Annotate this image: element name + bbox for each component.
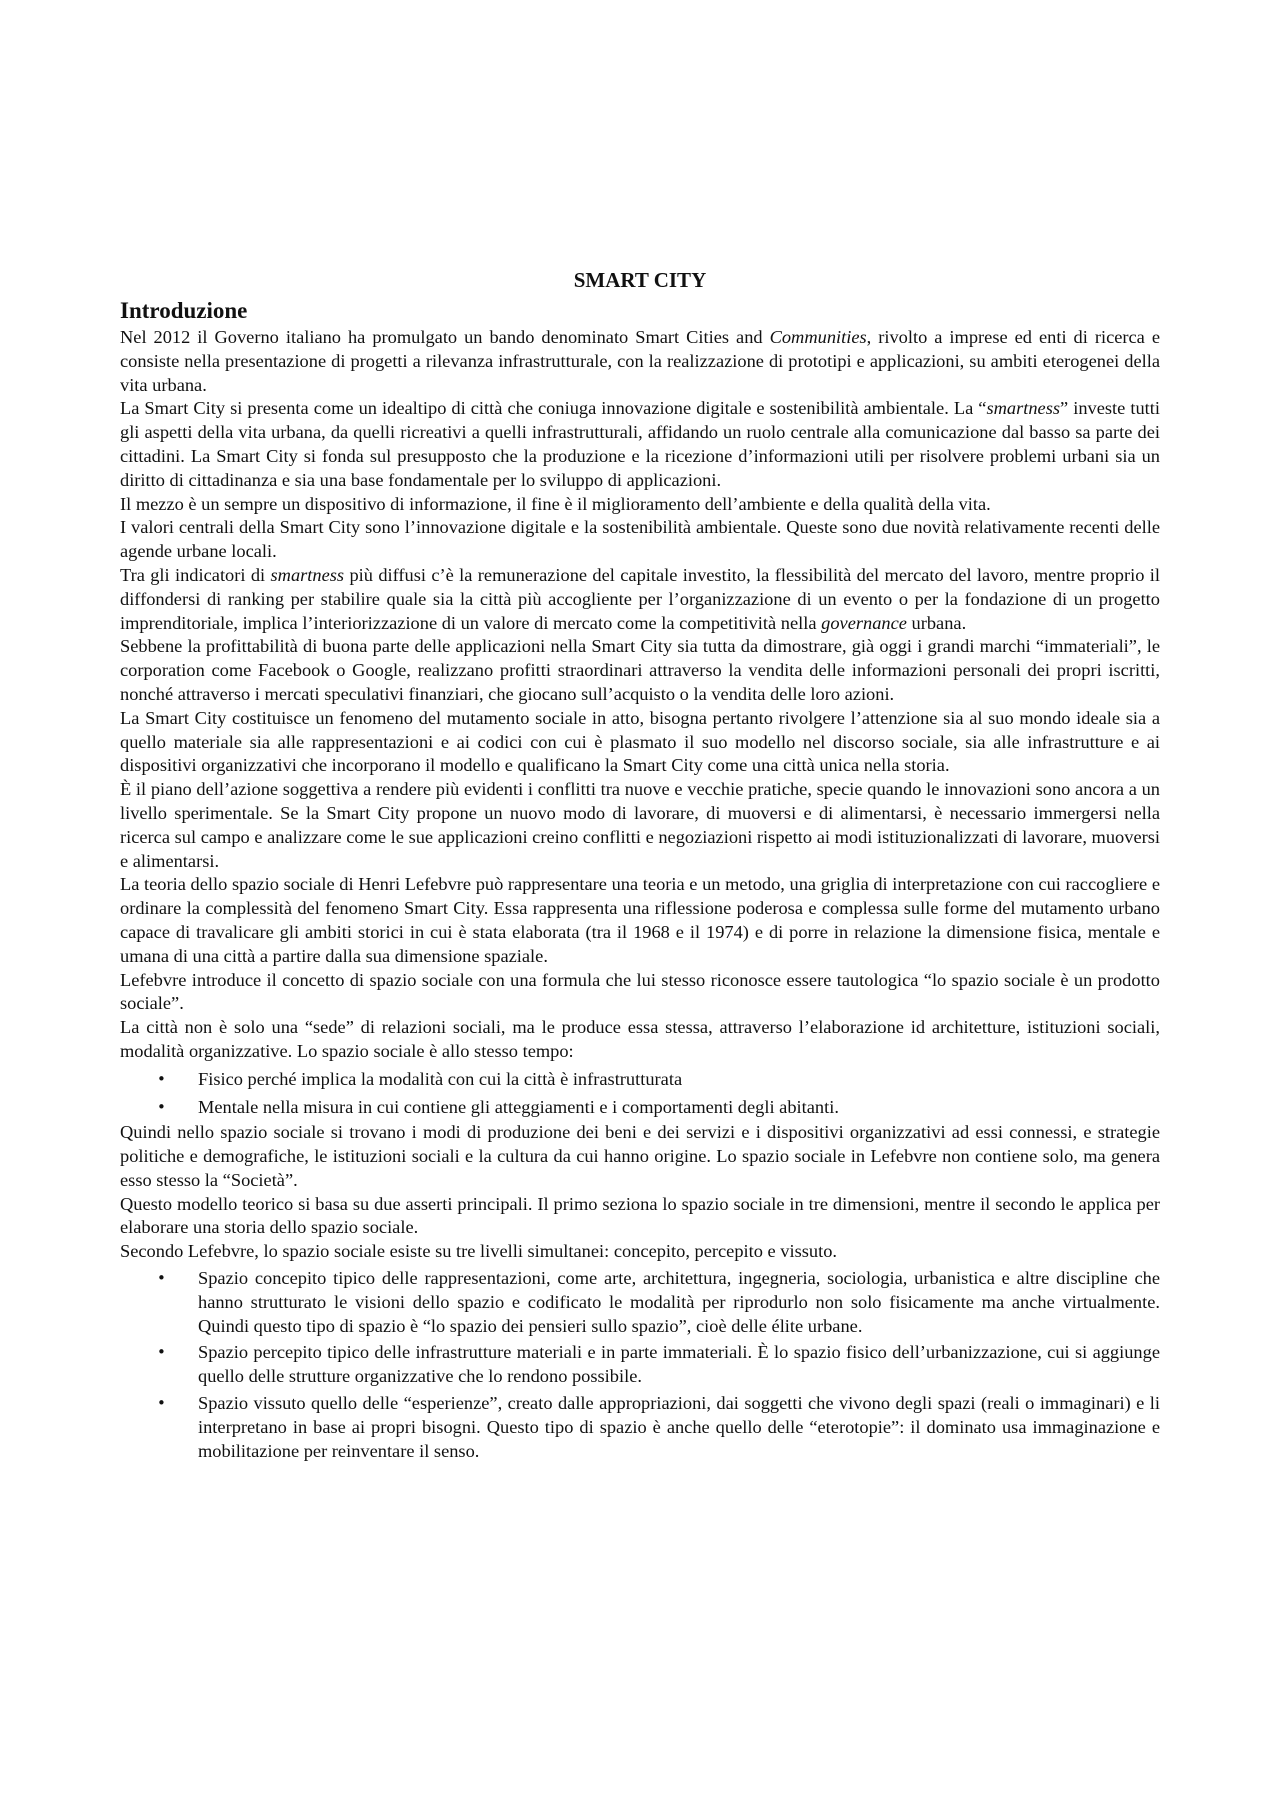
paragraph-13: Questo modello teorico si basa su due asserti principali. Il primo seziona lo spazio sociale in tre dimensioni, mentre il secondo le applica per elaborare una storia dello spazio sociale. bbox=[120, 1193, 1160, 1238]
bullet-icon: • bbox=[157, 1269, 166, 1288]
paragraph-4: I valori centrali della Smart City sono l’innovazione digitale e la sostenibilità ambientale. Queste sono due novità relativamente recenti delle agende urbane locali. bbox=[120, 517, 1160, 562]
paragraph-1-emphasis: Communities bbox=[769, 327, 867, 347]
paragraph-5-emphasis-2: governance bbox=[821, 612, 907, 633]
document-page bbox=[120, 264, 1160, 1466]
bullet-list-space-levels bbox=[120, 1267, 1160, 1463]
paragraph-12: Quindi nello spazio sociale si trovano i modi di produzione dei beni e dei servizi e i dispositivi organizzativi ad essi connessi, e strategie politiche e demografiche, le istituzioni sociali e la cultura da cui hanno origine. Lo spazio sociale in Lefebvre non contiene solo, ma genera esso stesso la “Società”. bbox=[120, 1122, 1160, 1190]
bullet-list-space-types bbox=[120, 1068, 1160, 1120]
bullet-icon: • bbox=[157, 1343, 166, 1362]
list-item-text: Spazio percepito tipico delle infrastrutture materiali e in parte immateriali. È lo spazio fisico dell’urbanizzazione, cui si aggiunge quello delle strutture organizzative che lo rendono possibile. bbox=[198, 1342, 1160, 1387]
paragraph-14: Secondo Lefebvre, lo spazio sociale esiste su tre livelli simultanei: concepito, percepito e vissuto. bbox=[120, 1241, 838, 1262]
paragraph-5-emphasis-1: smartness bbox=[270, 564, 345, 585]
paragraph-6: Sebbene la profittabilità di buona parte delle applicazioni nella Smart City sia tutta da dimostrare, già oggi i grandi marchi “immateriali”, le corporation come Facebook o Google, realizzano profitti straordinari attraverso la vendita delle informazioni personali dei propri iscritti, nonché attraverso i mercati speculativi finanziari, che giocano sull’acquisto o la vendita delle loro azioni. bbox=[120, 636, 1160, 704]
paragraph-2-text-b: ” investe tutti gli aspetti della vita urbana, da quelli ricreativi a quelli infrastrutturali, affidando un ruolo centrale alla comunicazione dal basso sa parte dei cittadini. La Smart City si fonda sul presupposto che la produzione e la ricezione d’informazioni utili per risolvere problemi urbani sia un diritto di cittadinanza e sia una base fondamentale per lo sviluppo di applicazioni. bbox=[120, 398, 1160, 490]
paragraph-1-text-b: , rivolto a imprese ed enti di ricerca e consiste nella presentazione di progetti a rilevanza infrastrutturale, con la realizzazione di prototipi e applicazioni, su ambiti eterogenei della vita urbana. bbox=[120, 327, 1160, 395]
paragraph-5-text-a: Tra gli indicatori di bbox=[120, 564, 271, 585]
list-item bbox=[120, 1068, 1160, 1092]
paragraph-2-text-a: La Smart City si presenta come un idealtipo di città che coniuga innovazione digitale e sostenibilità ambientale. La “ bbox=[120, 398, 987, 419]
list-item-text: Spazio concepito tipico delle rappresentazioni, come arte, architettura, ingegneria, sociologia, urbanistica e altre discipline che hanno strutturato le visioni dello spazio e codificato le modalità per riprodurlo non solo fisicamente ma anche virtualmente. Quindi questo tipo di spazio è “lo spazio dei pensieri sullo spazio”, cioè delle élite urbane. bbox=[198, 1268, 1160, 1336]
paragraph-9: La teoria dello spazio sociale di Henri Lefebvre può rappresentare una teoria e un metodo, una griglia di interpretazione con cui raccogliere e ordinare la complessità del fenomeno Smart City. Essa rappresenta una riflessione poderosa e complessa sulle forme del mutamento urbano capace di travalicare gli ambiti storici in cui è stata elaborata (tra il 1968 e il 1974) e di porre in relazione la dimensione fisica, mentale e umana di una città a partire dalla sua dimensione spaziale. bbox=[120, 874, 1160, 966]
list-item-text: Spazio vissuto quello delle “esperienze”, creato dalle appropriazioni, dai soggetti che vivono degli spazi (reali o immaginari) e li interpretano in base ai propri bisogni. Questo tipo di spazio è anche quello delle “eterotopie”: il dominato usa immaginazione e mobilitazione per reinventare il senso. bbox=[198, 1393, 1160, 1461]
list-item bbox=[120, 1267, 1160, 1338]
bullet-icon: • bbox=[157, 1097, 166, 1116]
paragraph-8: È il piano dell’azione soggettiva a rendere più evidenti i conflitti tra nuove e vecchie pratiche, specie quando le innovazioni sono ancora a un livello sperimentale. Se la Smart City propone un nuovo modo di lavorare, di muoversi e di alimentarsi, è necessario immergersi nella ricerca sul campo e analizzare come le sue applicazioni creino conflitti e negoziazioni rispetto ai modi istituzionalizzati di lavorare, muoversi e alimentarsi. bbox=[120, 779, 1160, 871]
paragraph-5-text-c: urbana. bbox=[906, 612, 967, 633]
paragraph-5-text-b: più diffusi c’è la remunerazione del capitale investito, la flessibilità del mercato del lavoro, mentre proprio il diffondersi di ranking per stabilire quale sia la città più accogliente per l’organizzazione di un evento o per la fondazione di un progetto imprenditoriale, implica l’interiorizzazione di un valore di mercato come la competitività nella bbox=[120, 564, 1160, 633]
paragraph-10: Lefebvre introduce il concetto di spazio sociale con una formula che lui stesso riconosce essere tautologica “lo spazio sociale è un prodotto sociale”. bbox=[120, 969, 1160, 1014]
document-title: SMART CITY bbox=[573, 268, 707, 292]
bullet-icon: • bbox=[157, 1069, 166, 1088]
paragraph-5 bbox=[120, 564, 1160, 635]
list-item bbox=[120, 1392, 1160, 1463]
paragraph-11: La città non è solo una “sede” di relazioni sociali, ma le produce essa stessa, attraverso l’elaborazione id architetture, istituzioni sociali, modalità organizzative. Lo spazio sociale è allo stesso tempo: bbox=[120, 1017, 1160, 1061]
list-item-text: Fisico perché implica la modalità con cui la città è infrastrutturata bbox=[198, 1068, 683, 1089]
list-item bbox=[120, 1096, 1160, 1120]
paragraph-2-emphasis: smartness bbox=[986, 398, 1061, 419]
bullet-icon: • bbox=[157, 1394, 166, 1413]
paragraph-2 bbox=[120, 397, 1160, 492]
paragraph-7: La Smart City costituisce un fenomeno del mutamento sociale in atto, bisogna pertanto rivolgere l’attenzione sia al suo mondo ideale sia a quello materiale sia alle rappresentazioni e ai codici con cui è plasmato il suo modello nel discorso sociale, sia alle infrastrutture e ai dispositivi organizzativi che incorporano il modello e qualificano la Smart City come una città unica nella storia. bbox=[120, 707, 1160, 776]
paragraph-3: Il mezzo è un sempre un dispositivo di informazione, il fine è il miglioramento dell’ambiente e della qualità della vita. bbox=[120, 493, 991, 514]
paragraph-1-text-a: Nel 2012 il Governo italiano ha promulgato un bando denominato Smart Cities and bbox=[120, 327, 770, 347]
list-item-text: Mentale nella misura in cui contiene gli atteggiamenti e i comportamenti degli abitanti. bbox=[198, 1096, 839, 1117]
paragraph-1 bbox=[120, 326, 1160, 397]
list-item bbox=[120, 1341, 1160, 1389]
section-heading: Introduzione bbox=[120, 298, 248, 323]
